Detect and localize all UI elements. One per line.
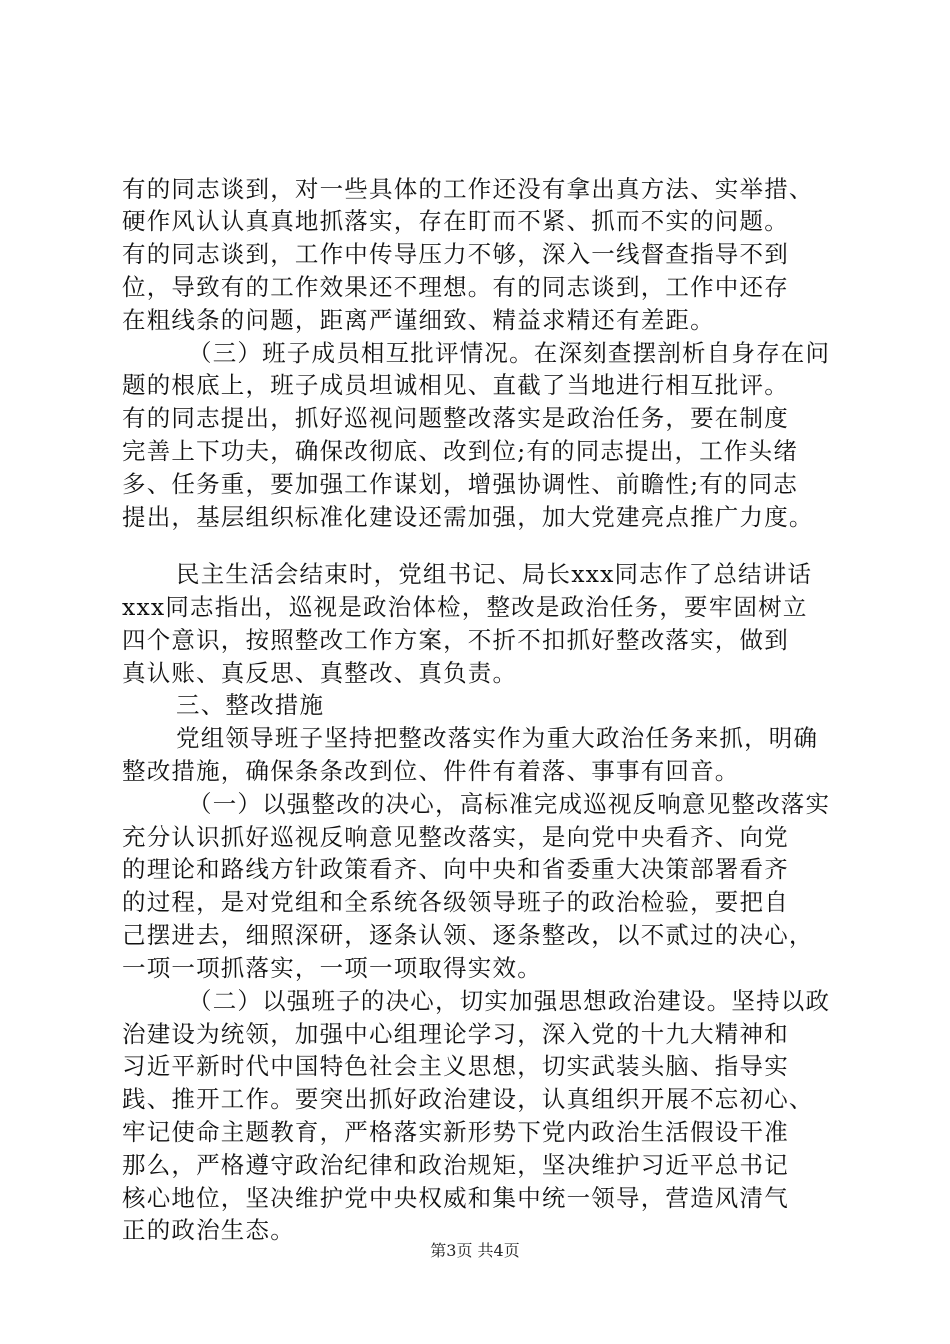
body-line: 提出，基层组织标准化建设还需加强，加大党建亮点推广力度。 [122, 503, 814, 531]
body-line: 四个意识，按照整改工作方案，不折不扣抓好整改落实，做到 [122, 626, 789, 654]
body-line: 一项一项抓落实，一项一项取得实效。 [122, 954, 542, 982]
body-line: 在粗线条的问题，距离严谨细致、精益求精还有差距。 [122, 306, 715, 334]
body-line: 的理论和路线方针政策看齐、向中央和省委重大决策部署看齐 [122, 855, 789, 883]
body-line: 位，导致有的工作效果还不理想。有的同志谈到，工作中还存 [122, 273, 789, 301]
body-line: 整改措施，确保条条改到位、件件有着落、事事有回音。 [122, 757, 740, 785]
section-heading: 三、整改措施 [176, 691, 325, 719]
body-line: 真认账、真反思、真整改、真负责。 [122, 659, 518, 687]
subsection-heading: （二）以强班子的决心，切实加强思想政治建设。坚持以政 [188, 987, 831, 1015]
body-line: 践、推开工作。要突出抓好政治建设，认真组织开展不忘初心、 [122, 1085, 814, 1113]
body-line: 题的根底上，班子成员坦诚相见、直截了当地进行相互批评。 [122, 371, 789, 399]
body-line: xxx同志指出，巡视是政治体检，整改是政治任务，要牢固树立 [122, 593, 808, 621]
body-line: 那么，严格遵守政治纪律和政治规矩，坚决维护习近平总书记 [122, 1151, 789, 1179]
body-line: 完善上下功夫，确保改彻底、改到位;有的同志提出，工作头绪 [122, 437, 799, 465]
body-line: 正的政治生态。 [122, 1216, 295, 1244]
body-line: 治建设为统领，加强中心组理论学习，深入党的十九大精神和 [122, 1020, 789, 1048]
body-line: 己摆进去，细照深研，逐条认领、逐条整改，以不贰过的决心， [122, 921, 814, 949]
body-line: 充分认识抓好巡视反响意见整改落实，是向党中央看齐、向党 [122, 823, 789, 851]
body-line: 核心地位，坚决维护党中央权威和集中统一领导，营造风清气 [122, 1184, 789, 1212]
page-number-footer: 第3页 共4页 [430, 1241, 520, 1260]
body-line: 牢记使命主题教育，严格落实新形势下党内政治生活假设干准 [122, 1118, 789, 1146]
subsection-heading: （一）以强整改的决心，高标准完成巡视反响意见整改落实 [188, 790, 831, 818]
body-line: 有的同志提出，抓好巡视问题整改落实是政治任务，要在制度 [122, 404, 789, 432]
body-line: 有的同志谈到，对一些具体的工作还没有拿出真方法、实举措、 [122, 175, 814, 203]
body-line: 习近平新时代中国特色社会主义思想，切实武装头脑、指导实 [122, 1052, 789, 1080]
body-line: 多、任务重，要加强工作谋划，增强协调性、前瞻性;有的同志 [122, 470, 799, 498]
body-line: 有的同志谈到，工作中传导压力不够，深入一线督查指导不到 [122, 240, 789, 268]
paragraph-start: 民主生活会结束时，党组书记、局长xxx同志作了总结讲话 [176, 560, 813, 588]
body-line: 硬作风认认真真地抓落实，存在盯而不紧、抓而不实的问题。 [122, 207, 789, 235]
subsection-heading: （三）班子成员相互批评情况。在深刻查摆剖析自身存在问 [188, 339, 831, 367]
body-line: 的过程，是对党组和全系统各级领导班子的政治检验，要把自 [122, 888, 789, 916]
paragraph-start: 党组领导班子坚持把整改落实作为重大政治任务来抓，明确 [176, 724, 819, 752]
